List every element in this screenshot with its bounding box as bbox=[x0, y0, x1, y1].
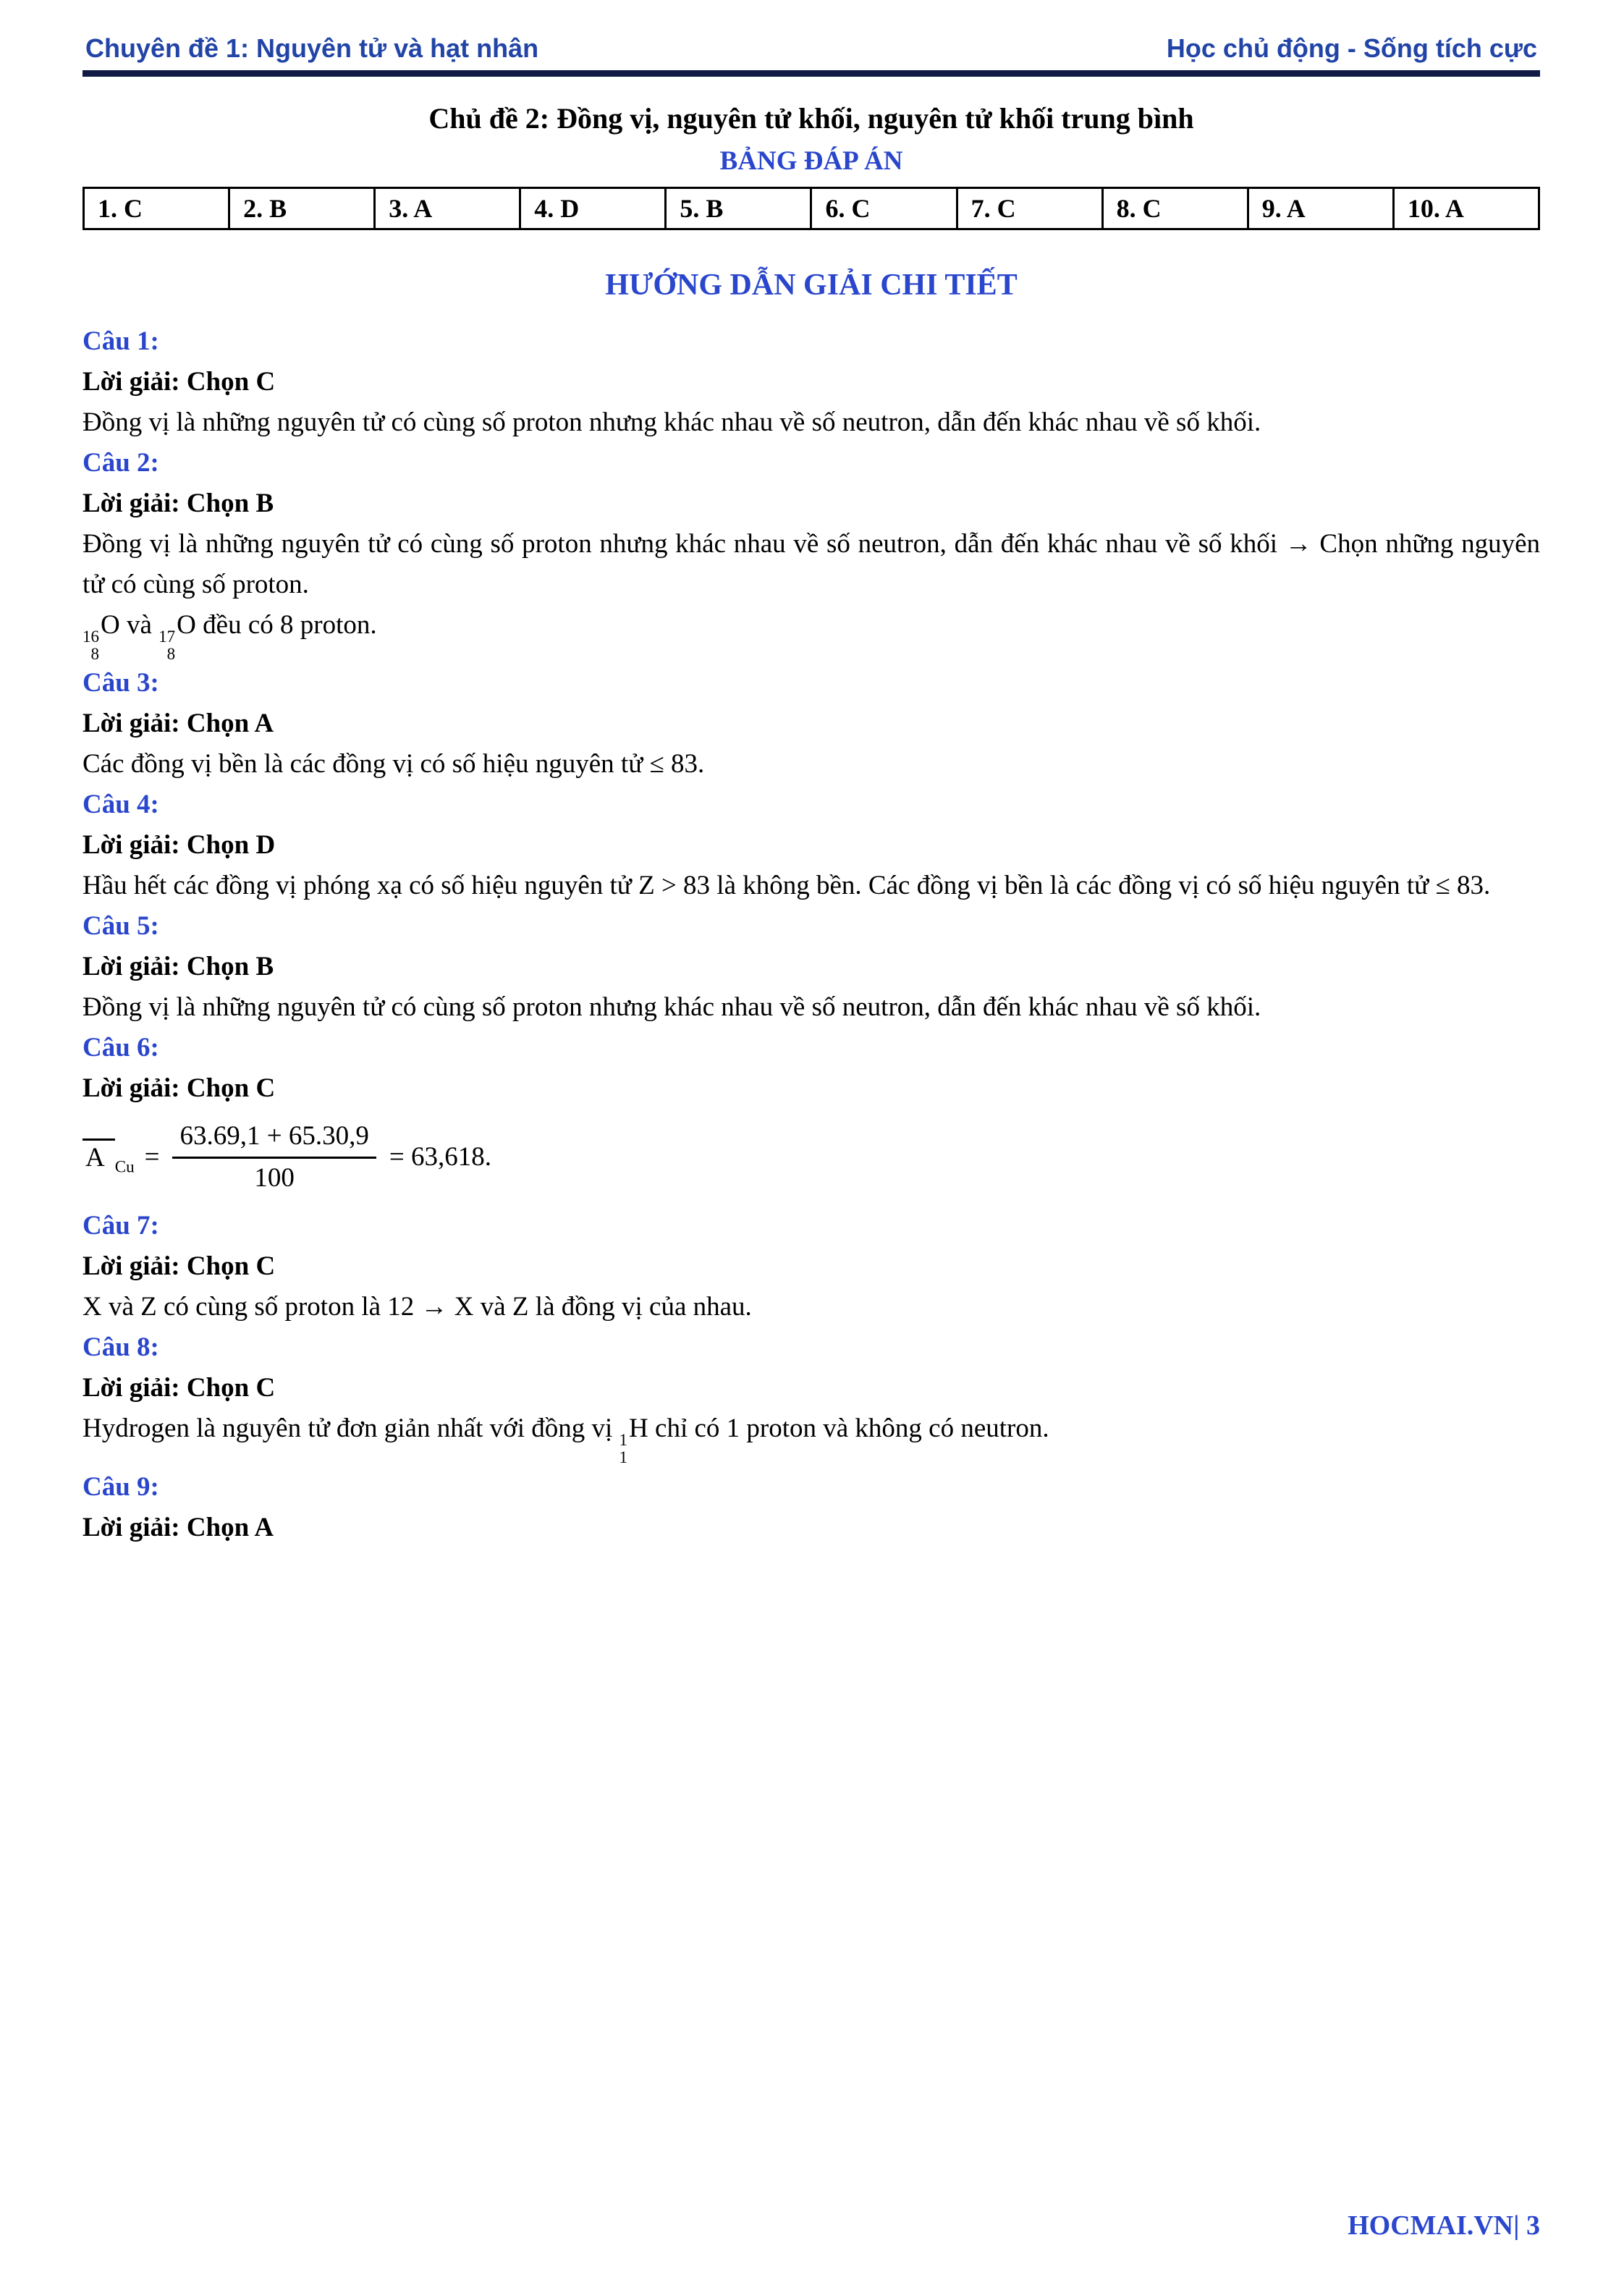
text-run: và bbox=[119, 610, 159, 640]
fraction bbox=[172, 1120, 376, 1194]
fraction-denominator: 100 bbox=[254, 1162, 295, 1193]
solution-text: Hầu hết các đồng vị phóng xạ có số hiệu nguyên tử Z > 83 là không bền. Các đồng vị bền là các đồng vị có số hiệu nguyên tử ≤ 83. bbox=[83, 871, 1491, 901]
solution-text: Đồng vị là những nguyên tử có cùng số proton nhưng khác nhau về số neutron, dẫn đến khác nhau về số khối. bbox=[83, 407, 1261, 437]
mass-number: 1 bbox=[619, 1431, 628, 1450]
text-run: Hydrogen là nguyên tử đơn giản nhất với đồng vị bbox=[83, 1414, 619, 1444]
solution-q2 bbox=[83, 443, 1540, 663]
solution-text: Đồng vị là những nguyên tử có cùng số proton nhưng khác nhau về số neutron, dẫn đến khác nhau về số khối. bbox=[83, 992, 1261, 1023]
solution-q7 bbox=[83, 1206, 1540, 1327]
isotope-O17 bbox=[158, 610, 196, 664]
question-label: Câu 3: bbox=[83, 668, 159, 698]
isotope-stack bbox=[158, 628, 175, 663]
answer-cell-4: 4. D bbox=[520, 188, 666, 229]
solution-answer: Lời giải: Chọn B bbox=[83, 489, 274, 518]
header-rule bbox=[83, 70, 1540, 77]
answer-cell-9: 9. A bbox=[1248, 188, 1393, 229]
question-label: Câu 1: bbox=[83, 326, 159, 356]
question-label: Câu 9: bbox=[83, 1471, 159, 1502]
mass-number: 17 bbox=[158, 628, 176, 646]
page-header bbox=[83, 33, 1540, 64]
fraction-numerator: 63.69,1 + 65.30,9 bbox=[172, 1120, 376, 1158]
formula-result: = 63,618. bbox=[389, 1142, 491, 1172]
solution-q5 bbox=[83, 906, 1540, 1028]
solution-q6 bbox=[83, 1028, 1540, 1200]
element-symbol: O bbox=[101, 610, 120, 640]
answer-cell-7: 7. C bbox=[957, 188, 1102, 229]
solution-answer: Lời giải: Chọn C bbox=[83, 367, 276, 397]
header-left-text: Chuyên đề 1: Nguyên tử và hạt nhân bbox=[85, 33, 539, 63]
answer-cell-2: 2. B bbox=[229, 188, 375, 229]
question-label: Câu 6: bbox=[83, 1033, 159, 1063]
symbol-A-overbar: A bbox=[83, 1138, 115, 1174]
solution-answer: Lời giải: Chọn C bbox=[83, 1073, 276, 1104]
solution-q3 bbox=[83, 663, 1540, 785]
text-run: đều có 8 proton. bbox=[195, 610, 377, 640]
question-label: Câu 7: bbox=[83, 1211, 159, 1241]
solution-text: X và Z có cùng số proton là 12 → X và Z là đồng vị của nhau. bbox=[83, 1292, 752, 1322]
text-run: chỉ có 1 proton và không có neutron. bbox=[648, 1414, 1049, 1444]
header-right-text: Học chủ động - Sống tích cực bbox=[1166, 33, 1537, 63]
question-label: Câu 5: bbox=[83, 911, 159, 942]
answer-cell-3: 3. A bbox=[375, 188, 520, 229]
answer-table bbox=[83, 187, 1540, 230]
solution-answer: Lời giải: Chọn A bbox=[83, 1512, 274, 1542]
page-footer: HOCMAI.VN| 3 bbox=[1348, 2210, 1540, 2241]
question-label: Câu 8: bbox=[83, 1332, 159, 1363]
solution-text: Các đồng vị bền là các đồng vị có số hiệu nguyên tử ≤ 83. bbox=[83, 749, 705, 779]
atomic-number: 1 bbox=[619, 1448, 628, 1467]
guide-title: HƯỚNG DẪN GIẢI CHI TIẾT bbox=[605, 269, 1018, 302]
element-symbol: O bbox=[177, 610, 196, 640]
avg-mass-symbol bbox=[83, 1138, 135, 1177]
answer-cell-1: 1. C bbox=[84, 188, 229, 229]
answer-cell-8: 8. C bbox=[1102, 188, 1248, 229]
answer-table-title: BẢNG ĐÁP ÁN bbox=[719, 146, 903, 176]
atomic-number: 8 bbox=[90, 645, 99, 664]
isotope-stack bbox=[619, 1432, 628, 1466]
solution-answer: Lời giải: Chọn C bbox=[83, 1373, 276, 1403]
solution-answer: Lời giải: Chọn A bbox=[83, 709, 274, 739]
solution-answer: Lời giải: Chọn D bbox=[83, 830, 276, 861]
question-label: Câu 2: bbox=[83, 448, 159, 478]
solution-q9 bbox=[83, 1467, 1540, 1548]
element-symbol: H bbox=[629, 1414, 648, 1444]
solution-text: Đồng vị là những nguyên tử có cùng số proton nhưng khác nhau về số neutron, dẫn đến khác nhau về số khối → Chọn những nguyên tử có cùng số proton. bbox=[83, 529, 1540, 599]
solution-answer: Lời giải: Chọn B bbox=[83, 952, 274, 982]
solution-q4 bbox=[83, 785, 1540, 906]
solution-q1 bbox=[83, 321, 1540, 443]
mass-number: 16 bbox=[83, 628, 99, 646]
doc-title: Chủ đề 2: Đồng vị, nguyên tử khối, nguyên tử khối trung bình bbox=[428, 102, 1194, 135]
equals-sign: = bbox=[144, 1142, 160, 1172]
solution-q8 bbox=[83, 1327, 1540, 1466]
question-label: Câu 4: bbox=[83, 790, 159, 820]
isotope-O16 bbox=[83, 610, 120, 664]
isotope-stack bbox=[83, 628, 99, 663]
isotope-H1 bbox=[619, 1414, 648, 1467]
symbol-subscript-Cu: Cu bbox=[114, 1157, 135, 1176]
atomic-number: 8 bbox=[166, 645, 176, 664]
solution-text bbox=[83, 1408, 1540, 1466]
formula-average-atomic-mass bbox=[83, 1115, 1540, 1200]
solution-answer: Lời giải: Chọn C bbox=[83, 1251, 276, 1282]
answer-row bbox=[84, 188, 1539, 229]
isotope-line bbox=[83, 605, 1540, 663]
answer-cell-6: 6. C bbox=[811, 188, 957, 229]
answer-cell-5: 5. B bbox=[666, 188, 811, 229]
answer-cell-10: 10. A bbox=[1393, 188, 1539, 229]
